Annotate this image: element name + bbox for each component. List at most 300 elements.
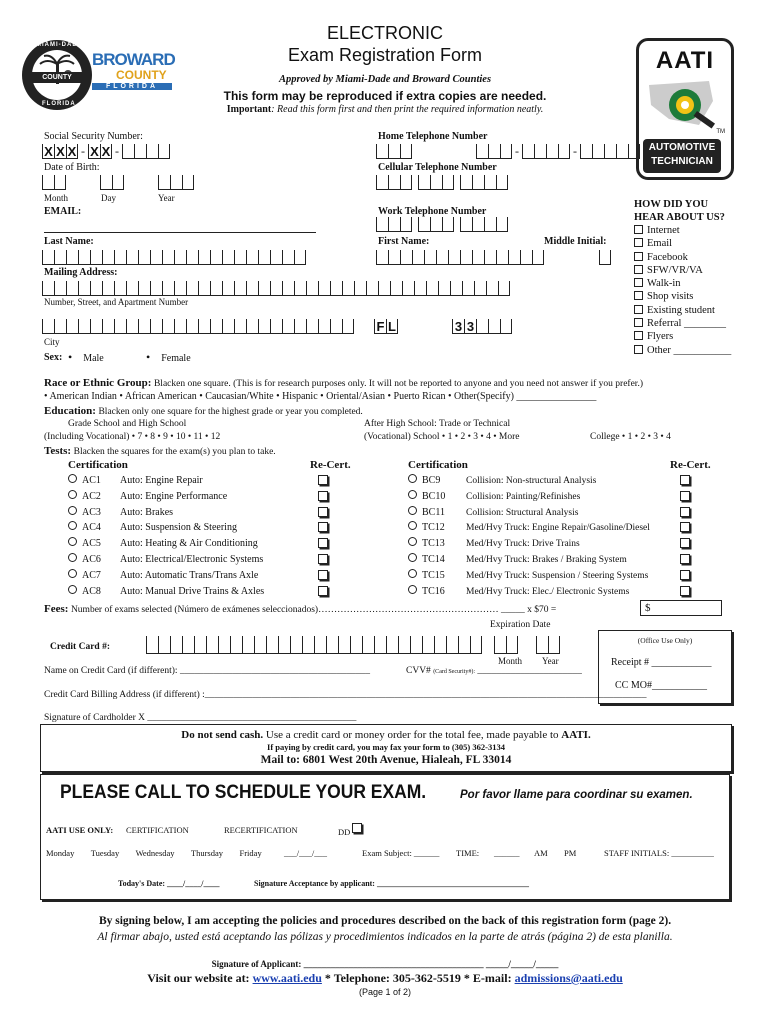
char-box[interactable]	[388, 250, 400, 265]
char-box[interactable]	[126, 319, 138, 334]
cert-radio[interactable]	[68, 474, 77, 483]
char-box[interactable]	[90, 281, 102, 296]
hear-option-flyers[interactable]: Flyers	[634, 331, 731, 344]
hear-options	[634, 225, 731, 358]
test-row	[68, 506, 173, 518]
broward-county-logo	[92, 50, 175, 106]
cardholder-signature-field[interactable]: Signature of Cardholder X ____________________________________________	[44, 713, 357, 723]
char-box[interactable]	[254, 636, 266, 654]
approved-text: Approved by Miami-Dade and Broward Counties	[278, 74, 492, 85]
cert-header-left: Certification	[68, 459, 128, 471]
char-box[interactable]	[378, 281, 390, 296]
day-tuesday[interactable]: Tuesday	[90, 848, 120, 858]
char-box[interactable]	[470, 636, 482, 654]
day-thursday[interactable]: Thursday	[190, 848, 223, 858]
time-field[interactable]: ______	[494, 848, 520, 858]
hear-option-email[interactable]: Email	[634, 238, 731, 251]
hear-option-internet[interactable]: Internet	[634, 225, 731, 238]
recert-checkbox[interactable]	[318, 570, 328, 580]
state-letter: L	[386, 319, 398, 334]
char-box[interactable]	[42, 281, 54, 296]
ssn-digit-box[interactable]	[122, 144, 134, 159]
char-box[interactable]	[270, 281, 282, 296]
education-line	[44, 405, 363, 417]
char-box[interactable]	[266, 636, 278, 654]
hear-option-walkin[interactable]: Walk-in	[634, 278, 731, 291]
char-box[interactable]	[302, 636, 314, 654]
test-row	[408, 506, 578, 518]
char-box[interactable]	[194, 636, 206, 654]
ssn-digit-box[interactable]	[146, 144, 158, 159]
todays-date-field[interactable]: Today's Date: ____/____/____	[118, 879, 220, 888]
char-box[interactable]	[114, 250, 126, 265]
char-box[interactable]	[42, 319, 54, 334]
test-code: TC15	[422, 569, 445, 581]
notice-aati: AATI.	[561, 729, 591, 741]
char-box[interactable]	[222, 281, 234, 296]
char-box[interactable]	[114, 281, 126, 296]
email-field[interactable]	[44, 232, 316, 233]
char-box[interactable]	[282, 319, 294, 334]
email-link[interactable]: admissions@aati.edu	[514, 971, 623, 985]
char-box[interactable]	[290, 636, 302, 654]
char-box[interactable]	[258, 281, 270, 296]
char-box[interactable]	[158, 636, 170, 654]
char-box[interactable]	[376, 250, 388, 265]
staff-initials-field[interactable]: STAFF INITIALS: __________	[604, 848, 714, 858]
char-box[interactable]	[230, 636, 242, 654]
char-box[interactable]	[338, 636, 350, 654]
char-box[interactable]	[126, 250, 138, 265]
hear-option-shop[interactable]: Shop visits	[634, 291, 731, 304]
char-box[interactable]	[386, 636, 398, 654]
char-box[interactable]	[234, 250, 246, 265]
education-label: Education:	[44, 405, 96, 417]
char-box[interactable]	[330, 319, 342, 334]
visit-label: Visit our website at:	[147, 971, 253, 985]
test-name: Auto: Electrical/Electronic Systems	[120, 554, 264, 565]
char-box[interactable]	[78, 250, 90, 265]
char-box[interactable]	[306, 319, 318, 334]
test-row	[408, 553, 627, 565]
cert-radio[interactable]	[408, 569, 417, 578]
char-box[interactable]	[446, 636, 458, 654]
recert-checkbox[interactable]	[318, 507, 328, 517]
test-name: Collision: Structural Analysis	[466, 507, 579, 518]
office-cert: CERTIFICATION	[126, 825, 189, 835]
exam-subject-field[interactable]: Exam Subject: ______	[362, 848, 440, 858]
char-box[interactable]	[342, 319, 354, 334]
recert-checkbox[interactable]	[680, 538, 690, 548]
char-box[interactable]	[182, 636, 194, 654]
aati-logo	[636, 38, 734, 180]
day-friday[interactable]: Friday	[239, 848, 262, 858]
char-box[interactable]	[278, 636, 290, 654]
char-box[interactable]	[138, 281, 150, 296]
test-code: AC8	[82, 585, 101, 597]
office-use-caption: (Office Use Only)	[637, 636, 693, 645]
char-box[interactable]	[186, 250, 198, 265]
sex-female-option[interactable]: • Female	[146, 350, 191, 364]
ssn-field[interactable]	[42, 144, 170, 159]
work-phone-field[interactable]	[376, 217, 508, 232]
state-field[interactable]	[374, 319, 398, 334]
char-box[interactable]	[448, 250, 460, 265]
char-box[interactable]	[138, 319, 150, 334]
pm-option[interactable]: PM	[564, 848, 577, 858]
name-on-card-field[interactable]: Name on Credit Card (if different): ________________________________________	[44, 666, 370, 676]
char-box[interactable]	[472, 250, 484, 265]
cert-radio[interactable]	[68, 553, 77, 562]
ssn-digit-box[interactable]	[158, 144, 170, 159]
important-text	[170, 104, 600, 115]
char-box[interactable]	[78, 319, 90, 334]
broward-county-word: COUNTY	[116, 68, 167, 82]
char-box[interactable]	[402, 281, 414, 296]
char-box[interactable]	[146, 636, 158, 654]
char-box[interactable]	[390, 281, 402, 296]
char-box[interactable]	[318, 319, 330, 334]
test-row	[408, 585, 629, 597]
title-electronic: ELECTRONIC	[326, 23, 443, 43]
cert-radio[interactable]	[408, 490, 417, 499]
recert-checkbox[interactable]	[680, 491, 690, 501]
char-box[interactable]	[162, 281, 174, 296]
char-box[interactable]	[498, 281, 510, 296]
dob-month-caption: Month	[44, 193, 69, 203]
char-box[interactable]	[318, 281, 330, 296]
char-box[interactable]	[342, 281, 354, 296]
hear-title	[634, 198, 725, 224]
dob-year-field[interactable]	[158, 175, 194, 190]
char-box[interactable]	[484, 250, 496, 265]
hear-option-facebook[interactable]: Facebook	[634, 252, 731, 265]
char-box[interactable]	[374, 636, 386, 654]
char-box[interactable]	[210, 250, 222, 265]
race-line	[44, 377, 643, 389]
hear-option-referral[interactable]: Referral ________	[634, 318, 731, 331]
char-box[interactable]	[174, 281, 186, 296]
cert-radio[interactable]	[68, 521, 77, 530]
aati-automotive: AUTOMOTIVE	[648, 142, 716, 153]
char-box[interactable]	[424, 250, 436, 265]
char-box[interactable]	[162, 250, 174, 265]
char-box[interactable]	[314, 636, 326, 654]
char-box[interactable]	[474, 281, 486, 296]
cert-radio[interactable]	[68, 569, 77, 578]
first-name-label: First Name:	[378, 236, 430, 247]
char-box[interactable]	[210, 319, 222, 334]
aati-tm: TM	[716, 129, 725, 135]
dob-month-field[interactable]	[42, 175, 66, 190]
office-date-field[interactable]: ___/___/___	[284, 848, 327, 858]
char-box[interactable]	[330, 281, 342, 296]
char-box[interactable]	[234, 281, 246, 296]
char-box[interactable]	[496, 250, 508, 265]
char-box[interactable]	[102, 319, 114, 334]
fees-line	[44, 603, 556, 615]
char-box[interactable]	[326, 636, 338, 654]
expiration-month-field[interactable]	[494, 636, 518, 654]
char-box[interactable]	[174, 319, 186, 334]
char-box[interactable]	[90, 250, 102, 265]
char-box[interactable]	[258, 319, 270, 334]
ssn-digit-box[interactable]	[134, 144, 146, 159]
char-box[interactable]	[102, 281, 114, 296]
test-code: TC16	[422, 585, 445, 597]
address-field[interactable]	[42, 281, 510, 296]
char-box[interactable]	[294, 319, 306, 334]
middle-initial-label: Middle Initial:	[544, 236, 607, 247]
important-note: : Read this form first and then print the required information neatly.	[271, 104, 544, 115]
char-box[interactable]	[400, 250, 412, 265]
day-monday[interactable]: Monday	[46, 848, 75, 858]
test-code: AC2	[82, 490, 101, 502]
char-box[interactable]	[66, 319, 78, 334]
home-phone-label: Home Telephone Number	[378, 131, 488, 142]
recert-checkbox[interactable]	[318, 554, 328, 564]
char-box[interactable]	[462, 281, 474, 296]
recert-checkbox[interactable]	[680, 507, 690, 517]
sex-male-option[interactable]: • Male	[68, 350, 104, 364]
aati-wordmark: AATI	[655, 47, 715, 74]
char-box[interactable]	[186, 281, 198, 296]
office-dd: DD	[338, 825, 360, 837]
fees-label: Fees:	[44, 603, 69, 615]
office-recert: RECERTIFICATION	[224, 825, 298, 835]
char-box[interactable]	[486, 281, 498, 296]
credit-card-field[interactable]	[146, 636, 482, 654]
race-options[interactable]: • American Indian • African American • Caucasian/White • Hispanic • Oriental/Asian • Puerto Rican • Other(Specify) ________________	[44, 391, 597, 402]
char-box[interactable]	[398, 636, 410, 654]
char-box[interactable]	[294, 250, 306, 265]
char-box[interactable]	[282, 281, 294, 296]
cert-radio[interactable]	[408, 585, 417, 594]
cert-radio[interactable]	[68, 490, 77, 499]
miami-dade-seal-logo	[22, 40, 92, 110]
char-box[interactable]	[162, 319, 174, 334]
char-box[interactable]	[198, 319, 210, 334]
expiration-year-field[interactable]	[536, 636, 560, 654]
last-name-field[interactable]	[42, 250, 306, 265]
receipt-field[interactable]: Receipt # ____________	[611, 657, 712, 668]
expiration-month-caption: Month	[498, 656, 523, 666]
accept-english: By signing below, I am accepting the policies and procedures described on the back of this registration form (page 2).	[98, 915, 672, 927]
ssn-label: Social Security Number:	[44, 131, 143, 142]
char-box[interactable]	[54, 319, 66, 334]
recert-checkbox[interactable]	[318, 522, 328, 532]
recert-checkbox[interactable]	[318, 586, 328, 596]
city-field[interactable]	[42, 319, 354, 334]
billing-address-field[interactable]: Credit Card Billing Address (if different) :_____________________________________________________________________________________________	[44, 690, 647, 700]
char-box[interactable]	[438, 281, 450, 296]
test-name: Collision: Painting/Refinishes	[466, 491, 581, 502]
zip-field[interactable]	[452, 319, 512, 334]
cert-radio[interactable]	[408, 537, 417, 546]
schedule-spanish: Por favor llame para coordinar su examen.	[460, 789, 693, 801]
recert-checkbox[interactable]	[680, 570, 690, 580]
cert-radio[interactable]	[408, 506, 417, 515]
recert-checkbox[interactable]	[680, 475, 690, 485]
char-box[interactable]	[66, 250, 78, 265]
reproduce-text: This form may be reproduced if extra copies are needed.	[223, 89, 547, 103]
char-box[interactable]	[210, 281, 222, 296]
char-box[interactable]	[532, 250, 544, 265]
test-name: Auto: Engine Repair	[120, 475, 203, 486]
home-phone-field[interactable]: - -	[376, 144, 640, 159]
test-row	[408, 569, 648, 581]
recert-checkbox[interactable]	[680, 586, 690, 596]
schedule-line	[60, 782, 693, 804]
recert-checkbox[interactable]	[318, 538, 328, 548]
edu-hs-title: Grade School and High School	[68, 419, 187, 429]
cert-radio[interactable]	[68, 585, 77, 594]
char-box[interactable]	[66, 281, 78, 296]
char-box[interactable]	[126, 281, 138, 296]
char-box[interactable]	[42, 250, 54, 265]
ssn-digit: X	[42, 144, 54, 159]
hear-option-sfw[interactable]: SFW/VR/VA	[634, 265, 731, 278]
edu-hs-options[interactable]: (Including Vocational) • 7 • 8 • 9 • 10 • 11 • 12	[44, 432, 221, 442]
char-box[interactable]	[270, 319, 282, 334]
char-box[interactable]	[242, 636, 254, 654]
day-wednesday[interactable]: Wednesday	[135, 848, 175, 858]
cc-mo-field[interactable]: CC MO#___________	[615, 680, 707, 691]
char-box[interactable]	[426, 281, 438, 296]
test-code: TC12	[422, 522, 445, 534]
zip-digit: 3	[452, 319, 464, 334]
important-label: Important	[226, 104, 272, 115]
accept-spanish: Al firmar abajo, usted está aceptando las pólizas y procedimientos indicados en la parte de atrás (página 2) de esta planilla.	[97, 931, 673, 943]
char-box[interactable]	[78, 281, 90, 296]
char-box[interactable]	[234, 319, 246, 334]
ssn-digit: X	[54, 144, 66, 159]
char-box[interactable]	[354, 281, 366, 296]
cert-radio[interactable]	[408, 521, 417, 530]
cell-phone-field[interactable]	[376, 175, 508, 190]
am-option[interactable]: AM	[534, 848, 548, 858]
aati-technician: TECHNICIAN	[651, 156, 713, 167]
applicant-signature-field[interactable]: Signature of Applicant: ________________________________________ _____/_____/_____	[211, 959, 559, 969]
expiration-year-caption: Year	[542, 656, 559, 666]
middle-initial-field[interactable]	[599, 250, 611, 265]
cert-radio[interactable]	[68, 537, 77, 546]
expiration-caption: Expiration Date	[490, 620, 551, 630]
recert-header-left: Re-Cert.	[310, 459, 351, 471]
recert-checkbox[interactable]	[680, 522, 690, 532]
char-box[interactable]	[282, 250, 294, 265]
char-box[interactable]	[222, 250, 234, 265]
char-box[interactable]	[90, 319, 102, 334]
char-box[interactable]	[362, 636, 374, 654]
recert-checkbox[interactable]	[318, 475, 328, 485]
signature-acceptance-field[interactable]: Signature Acceptance by applicant: ______________________________________	[254, 879, 529, 888]
char-box[interactable]	[102, 250, 114, 265]
char-box[interactable]	[294, 281, 306, 296]
char-box[interactable]	[412, 250, 424, 265]
char-box[interactable]	[246, 281, 258, 296]
cert-radio[interactable]	[408, 553, 417, 562]
hear-option-other[interactable]: Other ___________	[634, 345, 731, 358]
char-box[interactable]	[246, 250, 258, 265]
char-box[interactable]	[114, 319, 126, 334]
char-box[interactable]	[150, 281, 162, 296]
char-box[interactable]	[436, 250, 448, 265]
char-box[interactable]	[222, 319, 234, 334]
test-code: AC6	[82, 554, 101, 565]
char-box[interactable]	[206, 636, 218, 654]
char-box[interactable]	[198, 250, 210, 265]
char-box[interactable]	[306, 281, 318, 296]
char-box[interactable]	[422, 636, 434, 654]
fees-total-box[interactable]	[640, 600, 722, 616]
test-row	[68, 474, 203, 486]
ssn-digit: X	[88, 144, 100, 159]
test-name: Med/Hvy Truck: Suspension / Steering Systems	[466, 570, 649, 581]
recert-checkbox[interactable]	[318, 491, 328, 501]
char-box[interactable]	[520, 250, 532, 265]
char-box[interactable]	[434, 636, 446, 654]
char-box[interactable]	[366, 281, 378, 296]
char-box[interactable]	[450, 281, 462, 296]
office-days	[46, 848, 262, 858]
char-box[interactable]	[246, 319, 258, 334]
edu-ahs-options[interactable]: (Vocational) School • 1 • 2 • 3 • 4 • More	[364, 432, 520, 442]
char-box[interactable]	[138, 250, 150, 265]
char-box[interactable]	[174, 250, 186, 265]
char-box[interactable]	[218, 636, 230, 654]
hear-option-existing[interactable]: Existing student	[634, 305, 731, 318]
char-box[interactable]	[170, 636, 182, 654]
char-box[interactable]	[350, 636, 362, 654]
char-box[interactable]	[508, 250, 520, 265]
char-box[interactable]	[460, 250, 472, 265]
race-label: Race or Ethnic Group:	[44, 377, 152, 389]
char-box[interactable]	[258, 250, 270, 265]
recert-checkbox[interactable]	[680, 554, 690, 564]
char-box[interactable]	[414, 281, 426, 296]
cert-radio[interactable]	[408, 474, 417, 483]
cvv-field[interactable]	[406, 666, 582, 676]
cert-radio[interactable]	[68, 506, 77, 515]
website-link[interactable]: www.aati.edu	[252, 971, 322, 985]
race-note: Blacken one square. (This is for research purposes only. It will not be reported to anyone and you need not answer if you prefer.)	[153, 379, 643, 389]
test-name: Auto: Brakes	[120, 506, 174, 518]
char-box[interactable]	[54, 281, 66, 296]
edu-college-options[interactable]: College • 1 • 2 • 3 • 4	[590, 432, 671, 442]
char-box[interactable]	[458, 636, 470, 654]
dob-day-field[interactable]	[100, 175, 124, 190]
tests-label: Tests:	[44, 445, 72, 457]
test-row	[408, 521, 650, 533]
char-box[interactable]	[410, 636, 422, 654]
char-box[interactable]	[54, 250, 66, 265]
test-code: TC13	[422, 538, 445, 550]
char-box[interactable]	[186, 319, 198, 334]
test-code: AC3	[82, 506, 101, 518]
test-name: Auto: Manual Drive Trains & Axles	[120, 585, 265, 597]
notice-no-cash: Do not send cash.	[181, 729, 264, 741]
ssn-digit: X	[67, 144, 77, 159]
city-caption: City	[44, 337, 60, 347]
education-note: Blacken only one square for the highest grade or year you completed.	[98, 407, 363, 417]
char-box[interactable]	[150, 319, 162, 334]
char-box[interactable]	[198, 281, 210, 296]
char-box[interactable]	[150, 250, 162, 265]
first-name-field[interactable]	[376, 250, 544, 265]
zip-digit: 3	[464, 319, 476, 334]
char-box[interactable]	[270, 250, 282, 265]
